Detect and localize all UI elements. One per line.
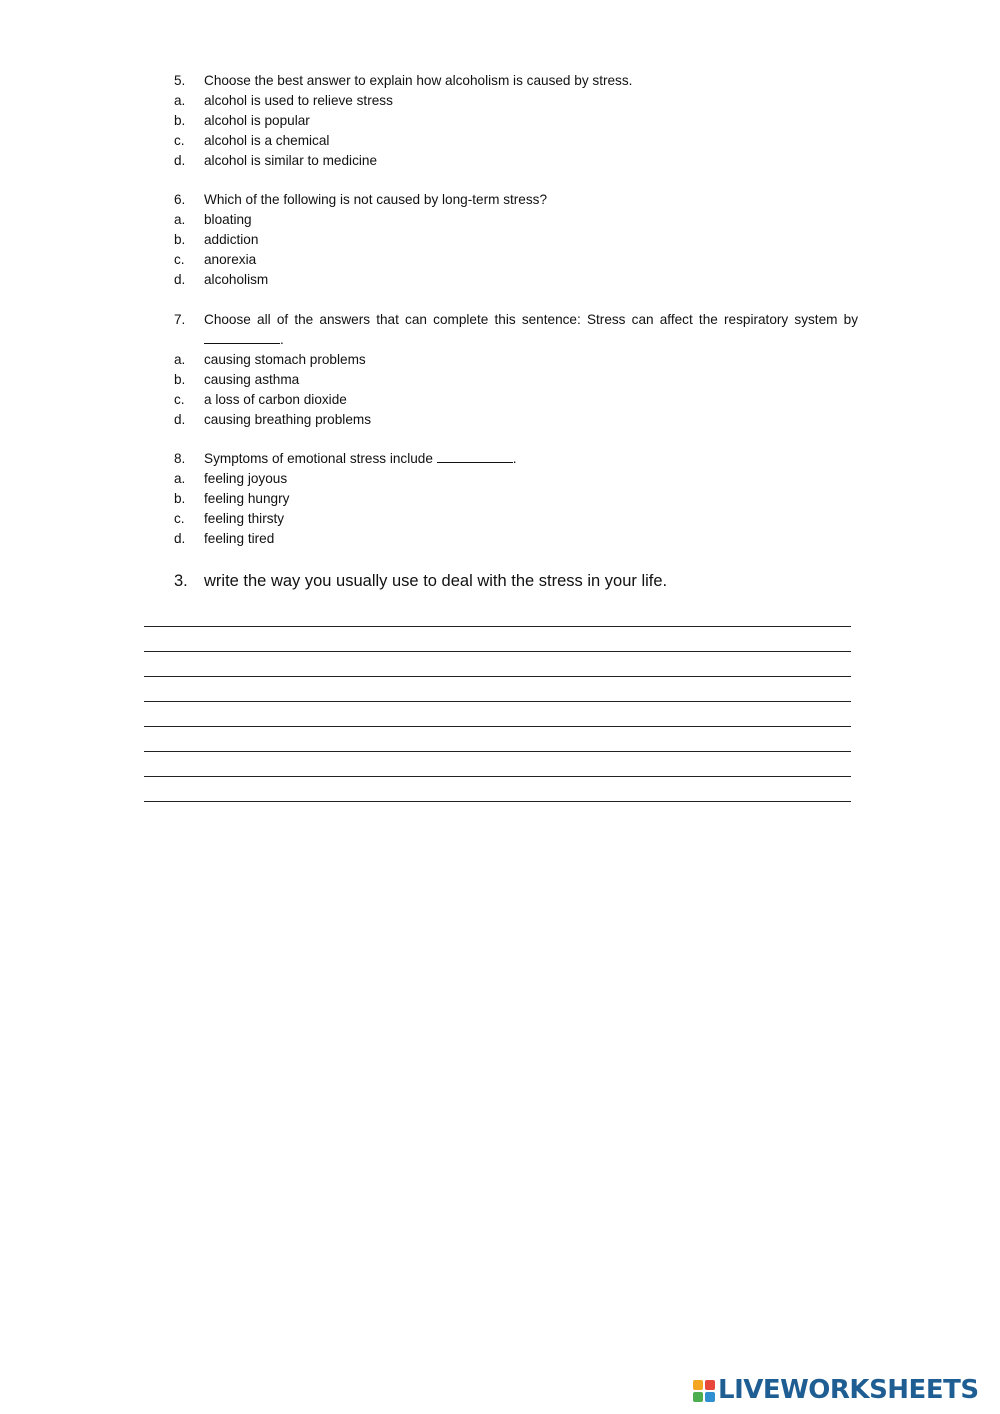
- fill-in-blank[interactable]: [204, 330, 280, 344]
- question-8: [174, 449, 858, 549]
- option-letter: c.: [174, 133, 185, 148]
- question-6: [174, 190, 858, 290]
- option-row[interactable]: [174, 469, 858, 489]
- option-text: feeling hungry: [204, 491, 290, 506]
- option-letter: b.: [174, 491, 186, 506]
- option-text: feeling joyous: [204, 471, 288, 486]
- question-text: Choose the best answer to explain how alcoholism is caused by stress.: [204, 73, 633, 88]
- question-number: 6.: [174, 192, 186, 207]
- question-stem: [174, 190, 858, 210]
- option-letter: b.: [174, 113, 186, 128]
- option-row[interactable]: [174, 370, 858, 390]
- option-letter: c.: [174, 392, 185, 407]
- logo-text: LIVEWORKSHEETS: [718, 1375, 979, 1405]
- question-text-wrap: [204, 449, 858, 469]
- question-number: 5.: [174, 73, 186, 88]
- option-row[interactable]: [174, 529, 858, 549]
- logo-tiles-icon: [693, 1380, 715, 1402]
- answer-line[interactable]: [144, 727, 851, 752]
- option-letter: d.: [174, 153, 186, 168]
- answer-line[interactable]: [144, 652, 851, 677]
- option-text: feeling thirsty: [204, 511, 285, 526]
- question-number: 8.: [174, 451, 186, 466]
- logo-tile: [705, 1392, 715, 1402]
- option-letter: a.: [174, 471, 186, 486]
- question-text: Which of the following is not caused by long-term stress?: [204, 192, 548, 207]
- option-letter: a.: [174, 93, 186, 108]
- logo-tile: [705, 1380, 715, 1390]
- liveworksheets-logo: [693, 1374, 979, 1406]
- question-stem: [174, 310, 858, 350]
- fill-in-blank[interactable]: [437, 449, 513, 463]
- option-text: bloating: [204, 212, 252, 227]
- option-row[interactable]: [174, 350, 858, 370]
- option-text: addiction: [204, 232, 259, 247]
- option-row[interactable]: [174, 131, 858, 151]
- option-row[interactable]: [174, 410, 858, 430]
- question-number: 7.: [174, 312, 186, 327]
- option-text: causing stomach problems: [204, 352, 366, 367]
- option-text: causing asthma: [204, 372, 300, 387]
- answer-line[interactable]: [144, 777, 851, 802]
- option-text: a loss of carbon dioxide: [204, 392, 347, 407]
- question-7: [174, 310, 858, 430]
- answer-line[interactable]: [144, 627, 851, 652]
- option-row[interactable]: [174, 390, 858, 410]
- option-letter: d.: [174, 272, 186, 287]
- option-row[interactable]: [174, 91, 858, 111]
- option-row[interactable]: [174, 210, 858, 230]
- option-text: alcohol is similar to medicine: [204, 153, 378, 168]
- option-text: causing breathing problems: [204, 412, 372, 427]
- option-row[interactable]: [174, 270, 858, 290]
- option-text: alcohol is used to relieve stress: [204, 93, 393, 108]
- option-letter: c.: [174, 511, 185, 526]
- option-text: alcohol is popular: [204, 113, 310, 128]
- option-letter: d.: [174, 531, 186, 546]
- logo-tile: [693, 1392, 703, 1402]
- option-letter: b.: [174, 372, 186, 387]
- option-letter: a.: [174, 352, 186, 367]
- option-text: alcohol is a chemical: [204, 133, 330, 148]
- question-suffix: .: [280, 332, 284, 347]
- open-question-text: write the way you usually use to deal with the stress in your life.: [204, 572, 668, 590]
- option-text: anorexia: [204, 252, 257, 267]
- option-text: feeling tired: [204, 531, 275, 546]
- option-row[interactable]: [174, 250, 858, 270]
- question-stem: [174, 449, 858, 469]
- option-row[interactable]: [174, 489, 858, 509]
- logo-tile: [693, 1380, 703, 1390]
- option-letter: a.: [174, 212, 186, 227]
- open-question-number: 3.: [174, 572, 188, 590]
- option-letter: c.: [174, 252, 185, 267]
- question-5: [174, 71, 858, 171]
- option-row[interactable]: [174, 230, 858, 250]
- question-text: Symptoms of emotional stress include: [204, 451, 433, 466]
- option-row[interactable]: [174, 151, 858, 171]
- open-question: [174, 570, 874, 592]
- question-text: Choose all of the answers that can complete this sentence: Stress can affect the respiratory system by: [204, 312, 858, 327]
- option-text: alcoholism: [204, 272, 269, 287]
- answer-line[interactable]: [144, 752, 851, 777]
- option-row[interactable]: [174, 111, 858, 131]
- answer-line[interactable]: [144, 677, 851, 702]
- option-letter: d.: [174, 412, 186, 427]
- option-row[interactable]: [174, 509, 858, 529]
- option-letter: b.: [174, 232, 186, 247]
- question-stem: [174, 71, 858, 91]
- answer-line[interactable]: [144, 702, 851, 727]
- question-suffix: .: [512, 451, 517, 466]
- answer-area[interactable]: [144, 626, 851, 802]
- question-text-wrap: [204, 310, 858, 350]
